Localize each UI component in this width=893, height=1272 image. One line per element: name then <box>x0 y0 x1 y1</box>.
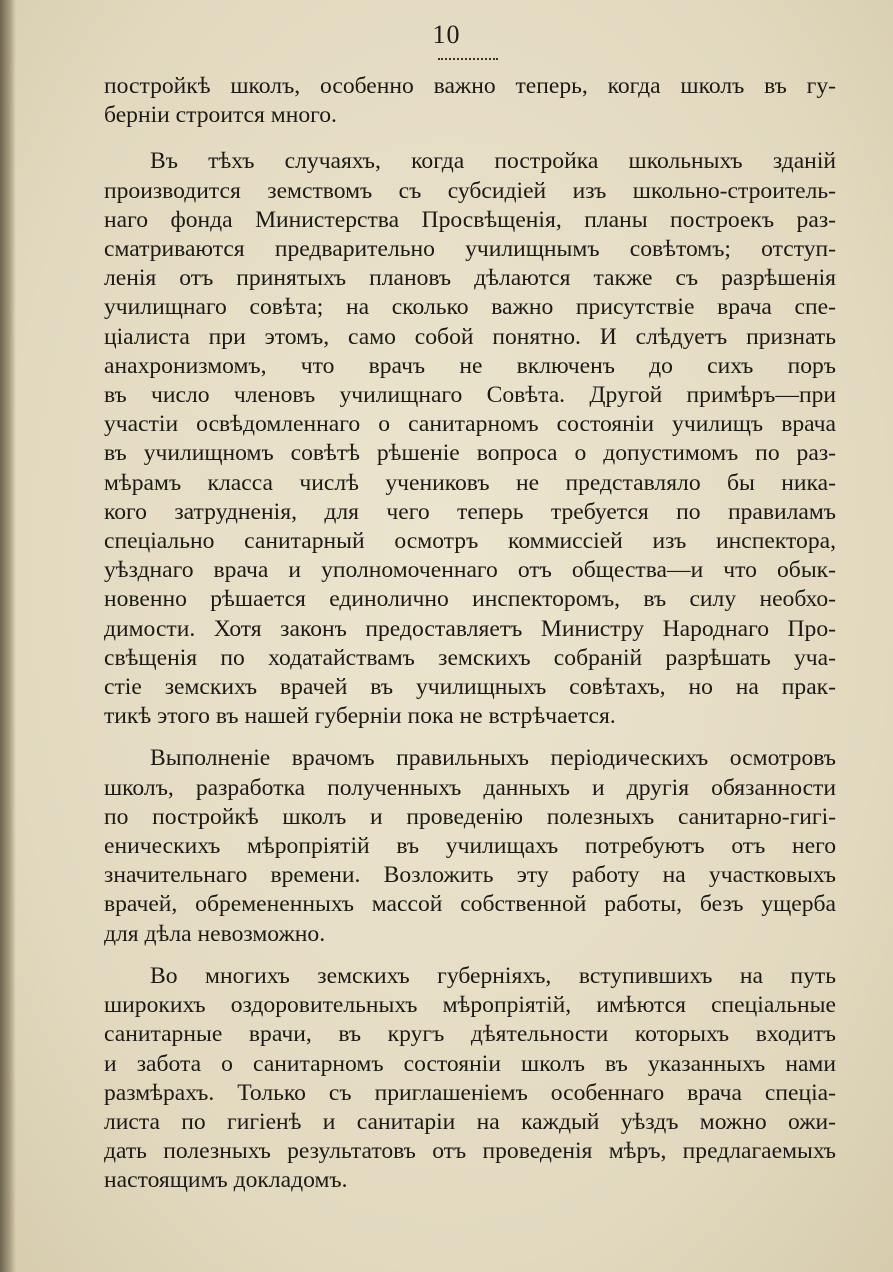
text-line: школъ, разработка полученныхъ данныхъ и другія обязанности <box>104 774 836 801</box>
text-line: постройкѣ школъ, особенно важно теперь, когда школъ въ гу- <box>104 73 836 99</box>
text-line: широкихъ оздоровительныхъ мѣропріятій, имѣются спеціальные <box>104 992 836 1019</box>
text-line: уѣзднаго врача и уполномоченнаго отъ общества—и что обык- <box>104 557 836 584</box>
text-line: Въ тѣхъ случаяхъ, когда постройка школьныхъ зданій <box>150 148 836 175</box>
text-line: листа по гигіенѣ и санитаріи на каждый уѣздъ можно ожи- <box>104 1108 836 1135</box>
text-line: и забота о санитарномъ состояніи школъ въ указанныхъ нами <box>104 1050 836 1077</box>
text-line: дать полезныхъ результатовъ отъ проведенія мѣръ, предлагаемыхъ <box>104 1138 836 1165</box>
page-number-rule <box>438 58 498 60</box>
body-text <box>104 72 836 1196</box>
text-line: участіи освѣдомленнаго о санитарномъ состояніи училищъ врача <box>104 411 836 438</box>
text-line: для дѣла невозможно. <box>104 920 326 947</box>
text-line: берніи строится много. <box>104 102 337 129</box>
text-line: Во многихъ земскихъ губерніяхъ, вступившихъ на путь <box>150 962 836 989</box>
paragraph <box>104 962 836 1196</box>
text-line: въ число членовъ училищнаго Совѣта. Другой примѣръ—при <box>104 382 836 409</box>
paragraph <box>104 744 836 948</box>
text-line: ленія отъ принятыхъ плановъ дѣлаются также съ разрѣшенія <box>104 265 836 292</box>
text-line: спеціально санитарный осмотръ коммиссіей изъ инспектора, <box>104 528 836 555</box>
text-line: кого затрудненія, для чего теперь требуется по правиламъ <box>104 498 836 525</box>
text-line: по постройкѣ школъ и проведенію полезныхъ санитарно-гигі- <box>104 803 836 830</box>
book-spine-shadow <box>0 0 16 1272</box>
text-line: анахронизмомъ, что врачъ не включенъ до сихъ поръ <box>104 352 836 379</box>
text-line: стіе земскихъ врачей въ училищныхъ совѣтахъ, но на прак- <box>104 674 836 701</box>
text-line: врачей, обремененныхъ массой собственной работы, безъ ущерба <box>104 891 836 918</box>
text-line: ціалиста при этомъ, само собой понятно. И слѣдуетъ признать <box>104 323 836 350</box>
text-line: сматриваются предварительно училищнымъ совѣтомъ; отступ- <box>104 236 836 263</box>
page-number: 10 <box>432 20 461 49</box>
text-line: размѣрахъ. Только съ приглашеніемъ особеннаго врача спеціа- <box>104 1079 836 1106</box>
paragraph <box>104 147 836 731</box>
text-line: еническихъ мѣропріятій въ училищахъ потребуютъ отъ него <box>104 833 836 860</box>
paragraph-continuation <box>104 72 836 130</box>
text-line: санитарные врачи, въ кругъ дѣятельности которыхъ входитъ <box>104 1021 836 1048</box>
text-line: димости. Хотя законъ предоставляетъ Министру Народнаго Про- <box>104 615 836 642</box>
text-line: производится земствомъ съ субсидіей изъ школьно-строитель- <box>104 177 836 204</box>
text-line: значительнаго времени. Возложить эту работу на участковыхъ <box>104 862 836 889</box>
text-line: настоящимъ докладомъ. <box>104 1167 348 1194</box>
text-line: мѣрамъ класса числѣ учениковъ не представляло бы ника- <box>104 469 836 496</box>
text-line: Выполненіе врачомъ правильныхъ періодическихъ осмотровъ <box>150 745 836 772</box>
text-line: новенно рѣшается единолично инспекторомъ, въ силу необхо- <box>104 586 836 613</box>
text-line: тикѣ этого въ нашей губерніи пока не встрѣчается. <box>104 703 616 730</box>
text-line: въ училищномъ совѣтѣ рѣшеніе вопроса о допустимомъ по раз- <box>104 440 836 467</box>
text-line: свѣщенія по ходатайствамъ земскихъ собраній разрѣшать уча- <box>104 644 836 671</box>
text-line: училищнаго совѣта; на сколько важно присутствіе врача спе- <box>104 294 836 321</box>
text-line: наго фонда Министерства Просвѣщенія, планы построекъ раз- <box>104 206 836 233</box>
